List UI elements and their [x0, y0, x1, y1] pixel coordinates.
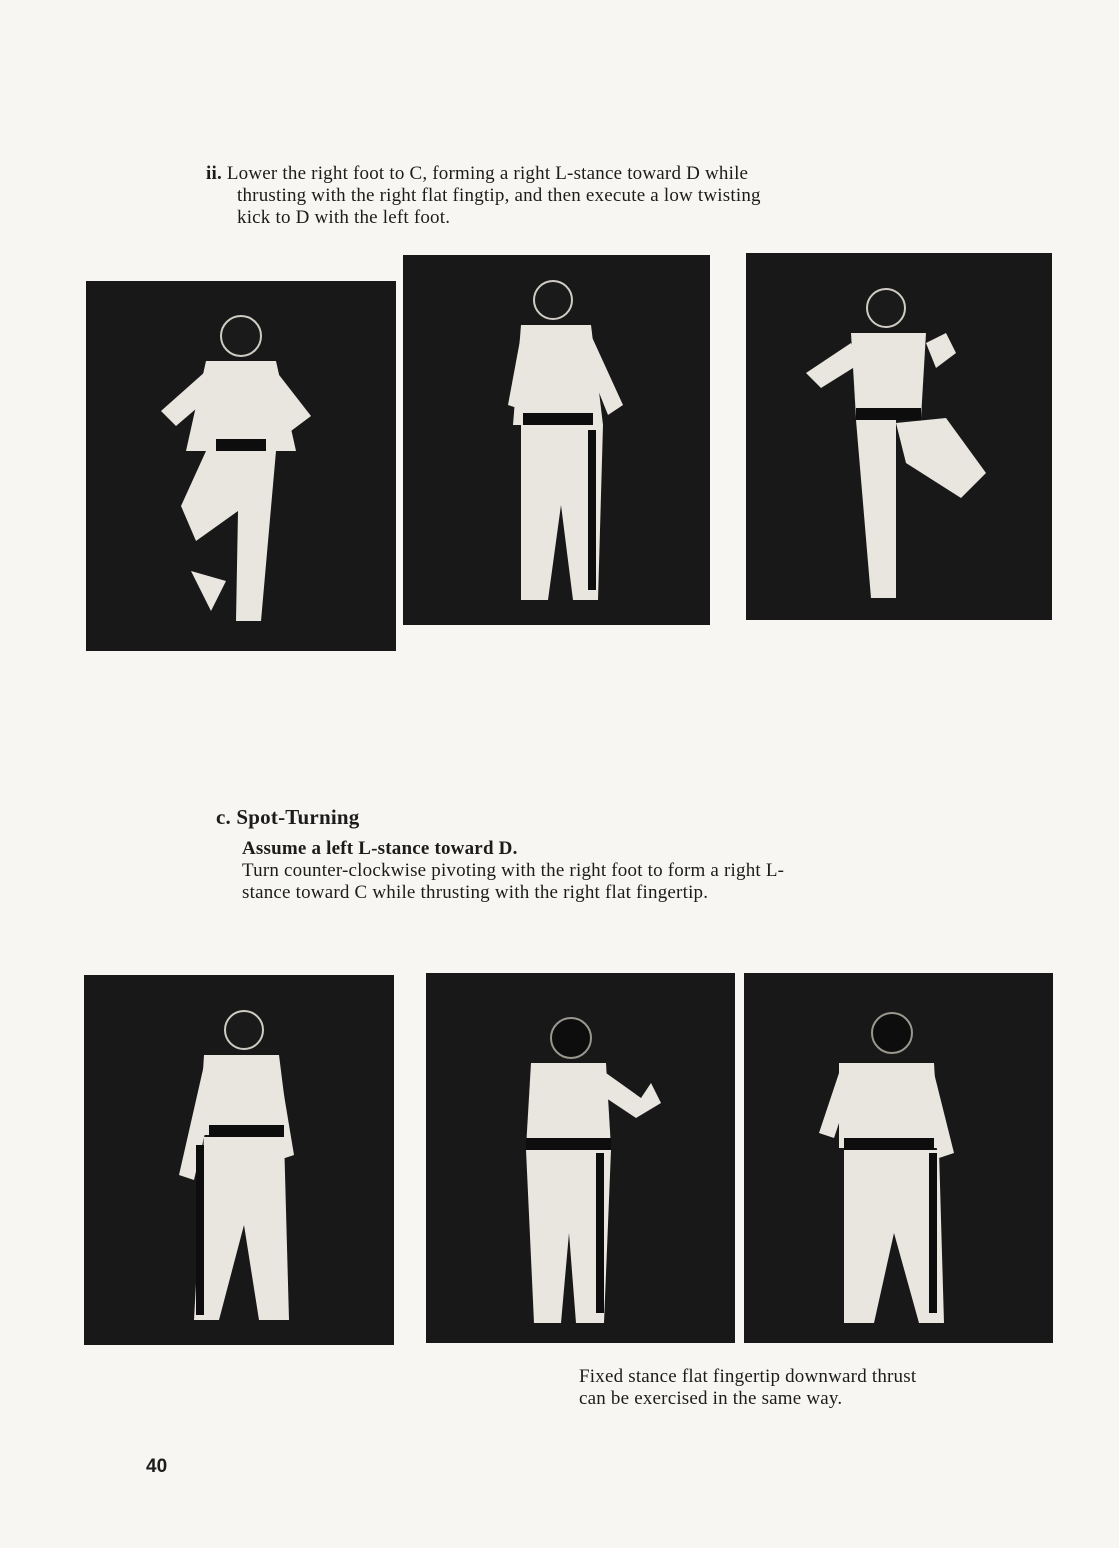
photo-left-l-stance — [84, 975, 394, 1345]
section-body — [216, 838, 996, 904]
page-number: 40 — [146, 1456, 168, 1477]
figure-illustration — [744, 973, 1053, 1343]
photo-l-stance-thrust — [403, 255, 710, 625]
figure-illustration — [403, 255, 710, 625]
section-title: c. Spot-Turning — [216, 805, 360, 829]
section-body-line-1: Turn counter-clockwise pivoting with the right foot to form a right L- — [242, 860, 785, 881]
step-marker: ii. — [206, 163, 222, 184]
step-ii-line-1: ii. Lower the right foot to C, forming a right L-stance toward D while — [206, 163, 749, 184]
step-ii-line-2: thrusting with the right flat fingtip, and then execute a low twisting — [237, 185, 761, 206]
step-ii-instructions — [206, 163, 966, 229]
figure-illustration — [84, 975, 394, 1345]
caption-line-1: Fixed stance flat fingertip downward thrust — [579, 1366, 917, 1387]
figure-illustration — [746, 253, 1052, 620]
section-lead: Assume a left L-stance toward D. — [242, 838, 518, 859]
figure-illustration — [86, 281, 396, 651]
section-spot-turning — [216, 806, 996, 904]
caption-line-2: can be exercised in the same way. — [579, 1388, 843, 1409]
photo-turning-back-view — [426, 973, 735, 1343]
photo-caption — [579, 1366, 1059, 1410]
step-ii-line-3: kick to D with the left foot. — [237, 207, 451, 228]
photo-l-stance-knee-raised — [86, 281, 396, 651]
photo-low-twisting-kick — [746, 253, 1052, 620]
photo-right-l-stance-back-view — [744, 973, 1053, 1343]
figure-illustration — [426, 973, 735, 1343]
section-body-line-2: stance toward C while thrusting with the right flat fingertip. — [242, 882, 709, 903]
